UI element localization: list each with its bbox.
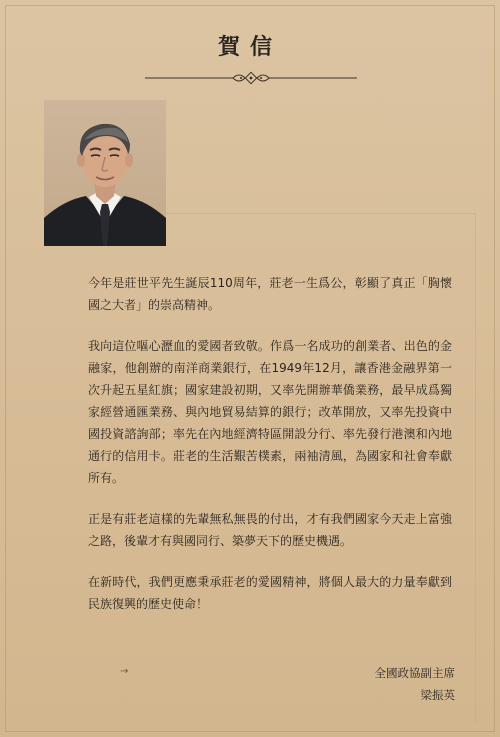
letter-title: 賀信 xyxy=(217,34,282,60)
arrow-mark: → xyxy=(120,666,129,677)
portrait-photo xyxy=(44,100,166,246)
signatory-name: 梁振英 xyxy=(420,688,455,702)
paragraph: 正是有莊老這樣的先輩無私無畏的付出，才有我們國家今天走上富強之路，後輩才有與國同行、築夢天下的歷史機遇。 xyxy=(88,512,452,548)
letter-body xyxy=(88,272,452,634)
paragraph: 今年是莊世平先生誕辰110周年，莊老一生爲公，彰顯了真正「胸懷國之大者」的崇高精神。 xyxy=(88,276,452,312)
ornament-divider-icon xyxy=(145,70,357,86)
signature-block xyxy=(375,662,456,706)
paragraph: 我向這位嘔心瀝血的愛國者致敬。作爲一名成功的創業者、出色的金融家，他創辦的南洋商業銀行，在1949年12月，讓香港金融界第一次升起五星紅旗；國家建設初期，又率先開辦華僑業務，最早成爲獨家經營通匯業務、與內地貿易結算的銀行；改革開放，又率先投資中國投資諮詢部；率先在內地經濟特區開設分行、率先發行港澳和內地通行的信用卡。莊老的生活艱苦樸素，兩袖清風，為國家和社會奉獻所有。 xyxy=(88,339,452,485)
signatory-position: 全國政協副主席 xyxy=(374,666,455,680)
portrait-figure-icon xyxy=(44,100,166,246)
paragraph: 在新時代，我們更應秉承莊老的愛國精神，將個人最大的力量奉獻到民族復興的歷史使命！ xyxy=(88,575,452,611)
